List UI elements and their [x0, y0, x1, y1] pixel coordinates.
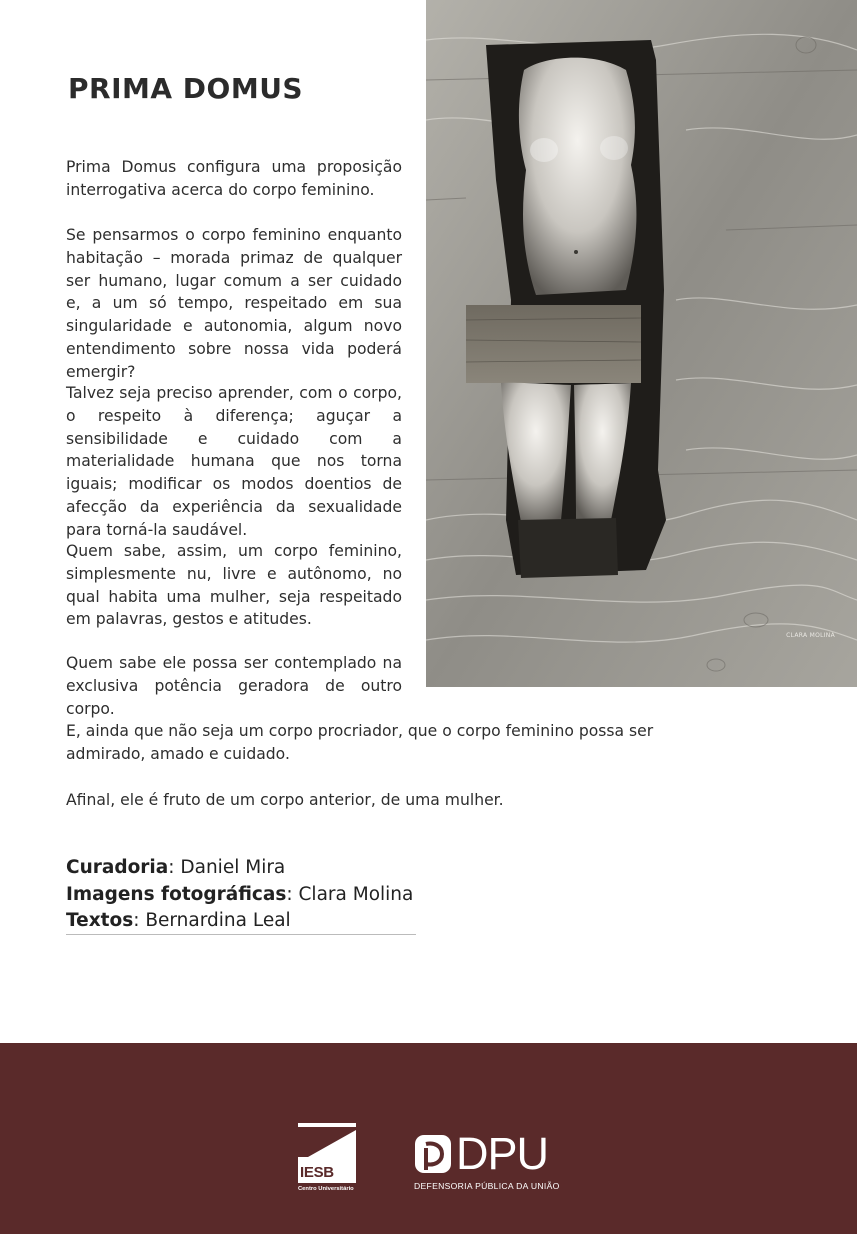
paragraph-habitation: Se pensarmos o corpo feminino enquanto habitação – morada primaz de qualquer ser humano, lugar comum a ser cuidado e, a um só tempo, respeitado em sua singularidade e autonomia, algum novo entendimento sobre nossa vida poderá emergir? — [66, 226, 402, 381]
dpu-subtitle: DEFENSORIA PÚBLICA DA UNIÃO — [414, 1181, 560, 1191]
iesb-subtitle: Centro Universitário — [298, 1186, 354, 1192]
paragraph-conclusion: Afinal, ele é fruto de um corpo anterior, de uma mulher. — [66, 791, 504, 809]
credit-label: Curadoria — [66, 857, 169, 878]
iesb-name: IESB — [300, 1164, 334, 1181]
paragraph-admired: E, ainda que não seja um corpo procriador, que o corpo feminino possa ser admirado, amado e cuidado. — [66, 722, 654, 763]
dpu-logo-row — [414, 1128, 560, 1179]
artwork-photograph — [426, 0, 857, 687]
credits-divider — [66, 934, 416, 935]
paragraph-difference: Talvez seja preciso aprender, com o corpo, o respeito à diferença; aguçar a sensibilidade e cuidado com a materialidade humana que nos torna iguais; modificar os modos doentios de afecção da experiência da sexualidade para torná-la saudável. — [66, 384, 402, 539]
dpu-name: DPU — [456, 1128, 549, 1179]
page-title: PRIMA DOMUS — [68, 72, 304, 105]
paragraph-intro: Prima Domus configura uma proposição interrogativa acerca do corpo feminino. — [66, 158, 402, 199]
paragraph-respect: Quem sabe, assim, um corpo feminino, simplesmente nu, livre e autônomo, no qual habita uma mulher, seja respeitado em palavras, gestos e atitudes. — [66, 542, 402, 629]
photo-credit: CLARA MOLINA — [786, 632, 835, 639]
paragraph-contemplation: Quem sabe ele possa ser contemplado na exclusiva potência geradora de outro corpo. — [66, 654, 402, 718]
credit-value: : Clara Molina — [286, 883, 414, 905]
credit-value: : Daniel Mira — [168, 857, 286, 878]
photograph-illustration — [426, 0, 857, 687]
iesb-logo — [298, 1123, 360, 1192]
credit-label: Imagens fotográficas — [66, 883, 287, 905]
credit-texts — [66, 908, 413, 935]
credit-photographs — [66, 882, 413, 909]
credit-value: : Bernardina Leal — [133, 910, 291, 931]
credit-curator — [66, 855, 413, 882]
credits-block — [66, 855, 413, 935]
dpu-emblem-icon — [414, 1134, 452, 1174]
dpu-logo — [414, 1128, 560, 1191]
footer-band — [0, 1043, 857, 1234]
credit-label: Textos — [66, 910, 134, 931]
iesb-logo-mark — [298, 1123, 356, 1183]
